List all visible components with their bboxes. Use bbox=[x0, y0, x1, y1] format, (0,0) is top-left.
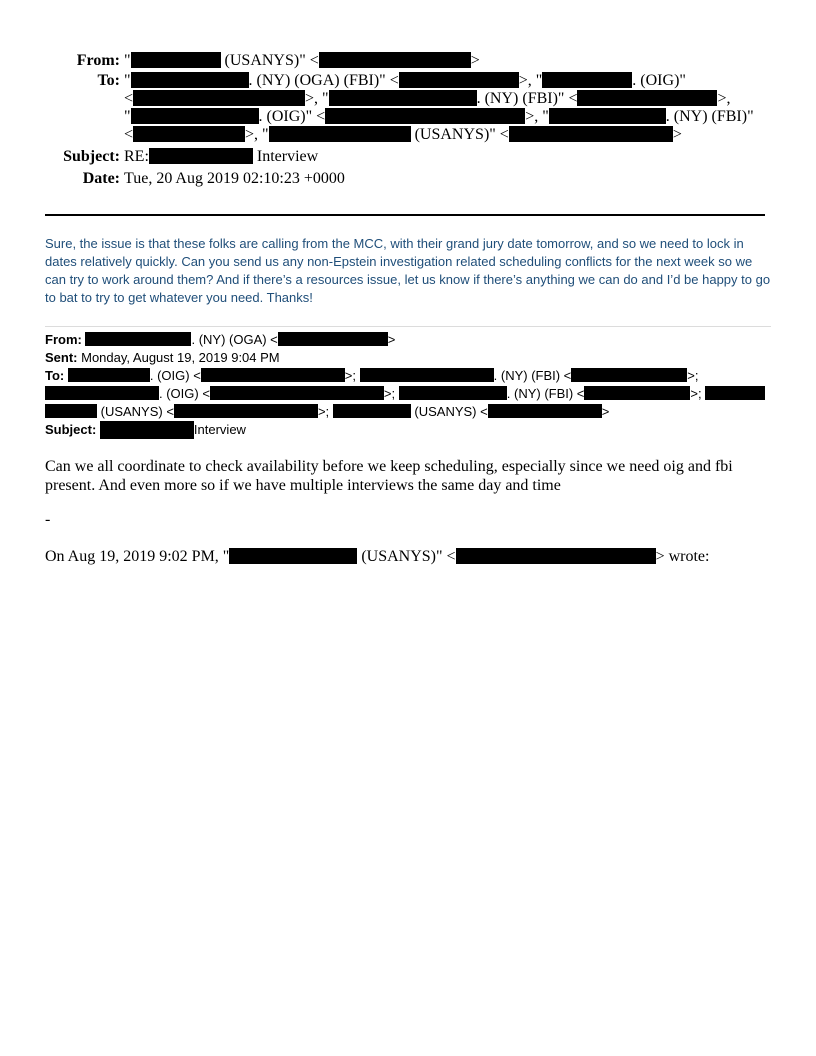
redaction-block bbox=[360, 368, 494, 382]
redaction-block bbox=[319, 52, 471, 68]
redaction-block bbox=[131, 108, 259, 124]
forwarded-to-text: >; bbox=[317, 404, 330, 419]
forwarded-from-row bbox=[45, 331, 770, 349]
redaction-block bbox=[577, 90, 717, 106]
redaction-block bbox=[174, 404, 318, 418]
forwarded-sent-row bbox=[45, 349, 770, 367]
to-text: " bbox=[124, 72, 131, 89]
forwarded-to-text: (USANYS) < bbox=[410, 404, 488, 419]
date-value: Tue, 20 Aug 2019 02:10:23 +0000 bbox=[124, 170, 345, 187]
redaction-block bbox=[542, 72, 632, 88]
email-header bbox=[0, 52, 816, 188]
redaction-block bbox=[68, 368, 150, 382]
subject-text: RE: bbox=[124, 148, 149, 165]
to-text: < bbox=[124, 126, 134, 143]
redaction-block bbox=[210, 386, 384, 400]
forwarded-to-row bbox=[45, 385, 770, 403]
forwarded-to-text: >; bbox=[690, 386, 702, 401]
date-label: Date: bbox=[82, 170, 120, 187]
to-text: " bbox=[124, 108, 131, 125]
subject-row bbox=[0, 148, 816, 166]
to-label: To: bbox=[97, 72, 120, 89]
redaction-block bbox=[100, 421, 194, 439]
date-row bbox=[0, 170, 816, 188]
quote-text: On Aug 19, 2019 9:02 PM, " bbox=[45, 548, 230, 565]
message-body: Can we all coordinate to check availability before we keep scheduling, especially since we need oig and fbi present. And even more so if we have multiple interviews the same day and time bbox=[45, 458, 733, 494]
redaction-block bbox=[509, 126, 673, 142]
to-text: . (OIG)" < bbox=[258, 108, 326, 125]
forwarded-header bbox=[45, 331, 770, 439]
redaction-block bbox=[133, 126, 245, 142]
subject-label: Subject: bbox=[63, 148, 120, 165]
quote-text: > wrote: bbox=[655, 548, 710, 565]
forwarded-from-label: From: bbox=[45, 332, 82, 347]
redaction-block bbox=[131, 52, 221, 68]
redaction-block bbox=[456, 548, 656, 564]
redaction-block bbox=[201, 368, 345, 382]
forwarded-to-text: >; bbox=[687, 368, 699, 383]
signature-dash: - bbox=[45, 511, 51, 528]
redaction-block bbox=[45, 386, 159, 400]
forwarded-to-text: (USANYS) < bbox=[97, 404, 174, 419]
subject-text: Interview bbox=[252, 148, 319, 165]
forwarded-to-label: To: bbox=[45, 368, 65, 383]
forwarded-sent-value: Monday, August 19, 2019 9:04 PM bbox=[81, 350, 280, 365]
from-text: " bbox=[124, 52, 131, 69]
redaction-block bbox=[131, 72, 249, 88]
message-separator bbox=[45, 326, 771, 327]
forwarded-sent-label: Sent: bbox=[45, 350, 78, 365]
redaction-block bbox=[488, 404, 602, 418]
from-label: From: bbox=[76, 52, 120, 69]
redaction-block bbox=[269, 126, 411, 142]
forwarded-to-row bbox=[45, 403, 770, 421]
redaction-block bbox=[571, 368, 687, 382]
forwarded-to-row bbox=[45, 367, 770, 385]
to-text: >, " bbox=[525, 108, 549, 125]
forwarded-to-text: . (OIG) < bbox=[159, 386, 210, 401]
redaction-block bbox=[229, 548, 357, 564]
redaction-block bbox=[549, 108, 666, 124]
from-text: (USANYS)" < bbox=[220, 52, 319, 69]
from-text: > bbox=[470, 52, 480, 69]
forwarded-to-text: >; bbox=[344, 368, 357, 383]
redaction-block bbox=[329, 90, 477, 106]
forwarded-subject-value: Interview bbox=[193, 422, 246, 437]
redaction-block bbox=[149, 148, 253, 164]
to-text: >, " bbox=[305, 90, 329, 107]
forwarded-subject-label: Subject: bbox=[45, 422, 97, 437]
quote-attribution bbox=[45, 548, 709, 566]
to-text: . (NY) (FBI)" bbox=[665, 108, 754, 125]
to-text: (USANYS)" < bbox=[410, 126, 509, 143]
redaction-block bbox=[278, 332, 388, 346]
quote-text: (USANYS)" < bbox=[357, 548, 456, 565]
reply-body: Sure, the issue is that these folks are calling from the MCC, with their grand jury date tomorrow, and so we need to lock in dates relatively quickly. Can you send us any non-Epstein investigation related scheduling conflicts for the next week so we can try to work around them? And if there’s a resources issue, let us know if there’s anything we can do and I’d be happy to go to bat to try to get whatever you need. Thanks! bbox=[45, 236, 771, 305]
forwarded-to-text: . (OIG) < bbox=[149, 368, 201, 383]
to-text: < bbox=[124, 90, 134, 107]
to-text: . (NY) (OGA) (FBI)" < bbox=[248, 72, 399, 89]
to-text: > bbox=[672, 126, 682, 143]
redaction-block bbox=[333, 404, 411, 418]
forwarded-to-text: . (NY) (FBI) < bbox=[493, 368, 572, 383]
redaction-block bbox=[45, 404, 97, 418]
forwarded-to-text: > bbox=[601, 404, 610, 419]
forwarded-subject-row bbox=[45, 421, 770, 439]
to-text: . (NY) (FBI)" < bbox=[476, 90, 578, 107]
redaction-block bbox=[133, 90, 305, 106]
to-row bbox=[0, 72, 816, 144]
forwarded-to-text: . (NY) (FBI) < bbox=[506, 386, 585, 401]
redaction-block bbox=[325, 108, 525, 124]
forwarded-from-text: > bbox=[387, 332, 396, 347]
forwarded-to-text: >; bbox=[383, 386, 396, 401]
to-text: . (OIG)" bbox=[632, 72, 686, 89]
forwarded-from-text: . (NY) (OGA) < bbox=[191, 332, 278, 347]
redaction-block bbox=[584, 386, 690, 400]
to-text: >, " bbox=[245, 126, 269, 143]
redaction-block bbox=[399, 72, 519, 88]
redaction-block bbox=[85, 332, 191, 346]
to-text: >, bbox=[717, 90, 731, 107]
redaction-block bbox=[399, 386, 507, 400]
to-text: >, " bbox=[518, 72, 543, 89]
from-row bbox=[0, 52, 816, 70]
header-divider bbox=[45, 214, 765, 216]
redaction-block bbox=[705, 386, 765, 400]
